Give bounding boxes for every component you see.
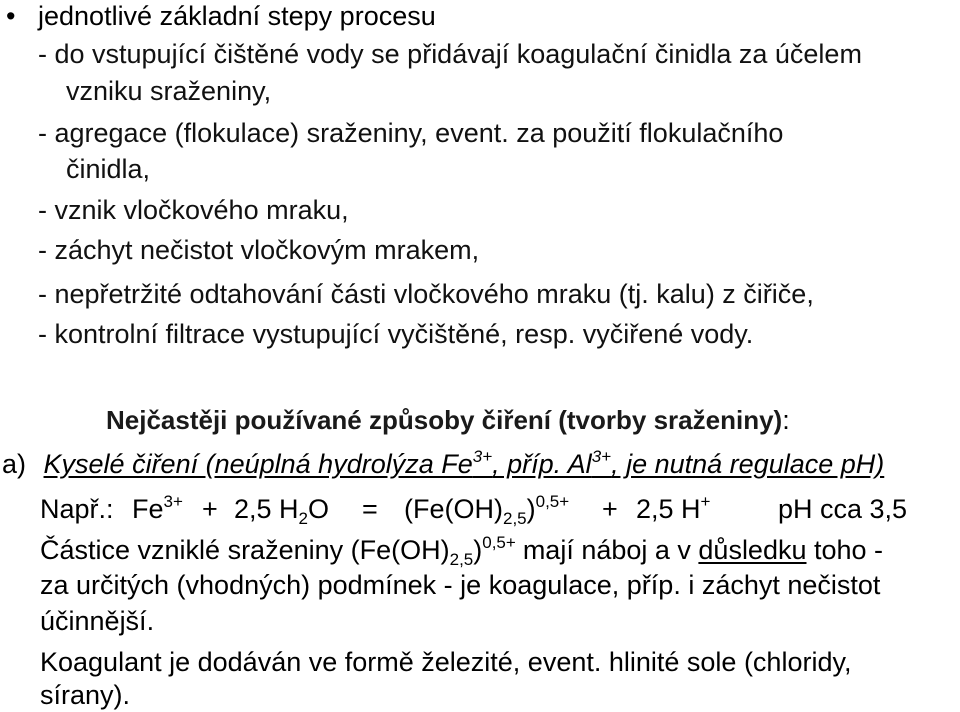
particles-charge: 0,5+: [482, 533, 516, 552]
fe-charge-sup: 3+: [472, 447, 493, 466]
step-line-5: - vznik vločkového mraku,: [38, 195, 349, 225]
step-line-2: vzniku sraženiny,: [66, 76, 272, 106]
equation-plus-1: +: [202, 494, 218, 524]
equation-fe: [132, 493, 183, 525]
equation-water: [234, 493, 330, 528]
complex-subscript: 2,5: [502, 509, 527, 528]
acid-clarification-text: [44, 449, 885, 479]
particles-line-3: účinnější.: [40, 606, 155, 636]
particles-text-part4: toho -: [806, 535, 884, 565]
intro-text: jednotlivé základní stepy procesu: [38, 1, 436, 31]
particles-line-1: [40, 533, 884, 569]
particles-underlined-word: důsledku: [698, 535, 807, 565]
water-oxygen: O: [308, 494, 330, 524]
coagulant-line-2: sírany).: [40, 680, 131, 710]
particles-subscript: 2,5: [449, 550, 474, 569]
methods-heading: [106, 404, 790, 436]
step-line-7: - nepřetržité odtahování části vločkového mraku (tj. kalu) z čiřiče,: [38, 279, 814, 309]
fe-charge: 3+: [163, 492, 183, 511]
coagulant-line-1: Koagulant je dodáván ve formě železité, event. hlinité sole (chloridy,: [40, 647, 852, 677]
complex-formula: (Fe(OH): [404, 494, 503, 524]
acid-text-part2: , příp. Al: [492, 449, 592, 479]
equation-equals: =: [362, 494, 378, 524]
equation-plus-2: +: [602, 494, 618, 524]
water-coefficient: 2,5 H: [234, 494, 299, 524]
equation-hydrogen: [636, 493, 710, 525]
particles-text-part1: Částice vzniklé sraženiny (Fe(OH): [40, 535, 450, 565]
step-line-4: činidla,: [66, 154, 151, 184]
hydrogen-coefficient: 2,5 H: [636, 494, 701, 524]
step-line-6: - záchyt nečistot vločkovým mrakem,: [38, 235, 480, 265]
methods-heading-colon: :: [782, 405, 790, 435]
step-line-3: - agregace (flokulace) sraženiny, event. za použití flokulačního: [38, 118, 784, 148]
acid-text-part3: , je nutná regulace pH): [611, 449, 885, 479]
equation-ph: pH cca 3,5: [778, 494, 908, 524]
water-h-subscript: 2: [298, 509, 309, 528]
equation-prefix: Např.:: [40, 494, 114, 524]
methods-heading-text: Nejčastěji používané způsoby čiření (tvorby sraženiny): [106, 405, 783, 435]
acid-clarification-line: [2, 448, 884, 480]
hydrolysis-equation: [40, 493, 960, 529]
fe-symbol: Fe: [132, 494, 164, 524]
particles-line-2: za určitých (vhodných) podmínek - je koagulace, příp. i záchyt nečistot: [40, 570, 881, 600]
acid-marker: a): [2, 449, 27, 479]
particles-text-part3: mají náboj a v: [522, 535, 699, 565]
complex-close: ): [526, 494, 536, 524]
hydrogen-charge: +: [700, 492, 711, 511]
al-charge-sup: 3+: [591, 447, 612, 466]
complex-charge: 0,5+: [535, 492, 570, 511]
acid-text-part1: Kyselé čiření (neúplná hydrolýza Fe: [43, 449, 473, 479]
step-line-8: - kontrolní filtrace vystupující vyčištěné, resp. vyčiřené vody.: [38, 319, 754, 349]
equation-complex: [404, 492, 570, 528]
bullet-icon: •: [6, 1, 16, 31]
step-line-1: - do vstupující čištěné vody se přidávají koagulační činidla za účelem: [38, 39, 862, 69]
particles-text-part2: ): [473, 535, 483, 565]
